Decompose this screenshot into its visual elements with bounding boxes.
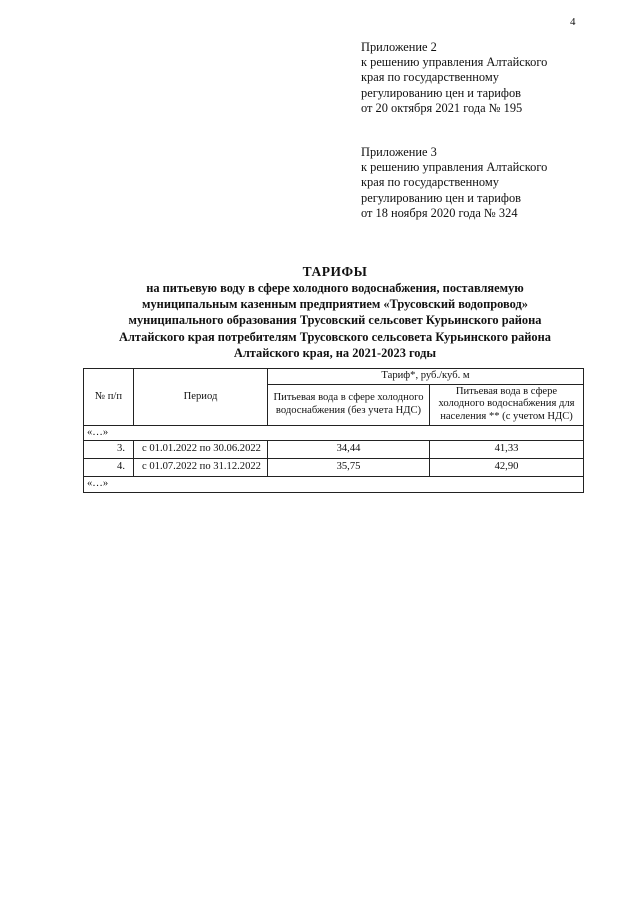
row-tariff-no-vat: 35,75 bbox=[268, 459, 430, 477]
header-num: № п/п bbox=[84, 369, 134, 426]
annex-2-line: Приложение 2 bbox=[361, 40, 437, 54]
annex-2-header bbox=[361, 40, 611, 116]
annex-3-line: края по государственному bbox=[361, 175, 499, 190]
annex-2-line: к решению управления Алтайского bbox=[361, 55, 548, 70]
row-tariff-vat: 42,90 bbox=[430, 459, 584, 477]
table-row bbox=[84, 459, 584, 477]
row-period: с 01.07.2022 по 31.12.2022 bbox=[134, 459, 268, 477]
page-number: 4 bbox=[570, 16, 576, 28]
title-line: Алтайского края потребителям Трусовского сельсовета Курьинского района bbox=[119, 329, 551, 344]
header-tariff-vat: Питьевая вода в сфере холодного водоснабжения для населения ** (с учетом НДС) bbox=[430, 384, 584, 425]
annex-3-line: Приложение 3 bbox=[361, 145, 437, 159]
header-tariff-no-vat: Питьевая вода в сфере холодного водоснабжения (без учета НДС) bbox=[268, 384, 430, 425]
annex-3-line: к решению управления Алтайского bbox=[361, 160, 548, 175]
table-row bbox=[84, 477, 584, 493]
title-subtitle bbox=[60, 280, 610, 361]
annex-2-line: от 20 октября 2021 года № 195 bbox=[361, 100, 523, 115]
title-line: Алтайского края, на 2021-2023 годы bbox=[233, 345, 437, 360]
document-title bbox=[60, 263, 610, 361]
annex-3-line: от 18 ноября 2020 года № 324 bbox=[361, 205, 518, 220]
title-main: ТАРИФЫ bbox=[302, 264, 368, 279]
row-tariff-no-vat: 34,44 bbox=[268, 441, 430, 459]
annex-2-line: края по государственному bbox=[361, 70, 499, 85]
row-period: с 01.01.2022 по 30.06.2022 bbox=[134, 441, 268, 459]
header-period: Период bbox=[134, 369, 268, 426]
row-tariff-vat: 41,33 bbox=[430, 441, 584, 459]
header-tariff: Тариф*, руб./куб. м bbox=[268, 369, 584, 385]
row-num: 3. bbox=[84, 441, 134, 459]
ellipsis-cell: «…» bbox=[84, 425, 584, 441]
title-line: на питьевую воду в сфере холодного водоснабжения, поставляемую bbox=[146, 281, 524, 295]
annex-2-line: регулированию цен и тарифов bbox=[361, 85, 521, 100]
ellipsis-cell: «…» bbox=[84, 477, 584, 493]
row-num: 4. bbox=[84, 459, 134, 477]
table-row bbox=[84, 425, 584, 441]
table-row bbox=[84, 441, 584, 459]
tariff-table bbox=[83, 368, 584, 493]
title-line: муниципальным казенным предприятием «Трусовский водопровод» bbox=[142, 297, 528, 312]
annex-3-line: регулированию цен и тарифов bbox=[361, 190, 521, 205]
title-line: муниципального образования Трусовский сельсовет Курьинского района bbox=[128, 313, 542, 328]
annex-3-header bbox=[361, 145, 611, 221]
